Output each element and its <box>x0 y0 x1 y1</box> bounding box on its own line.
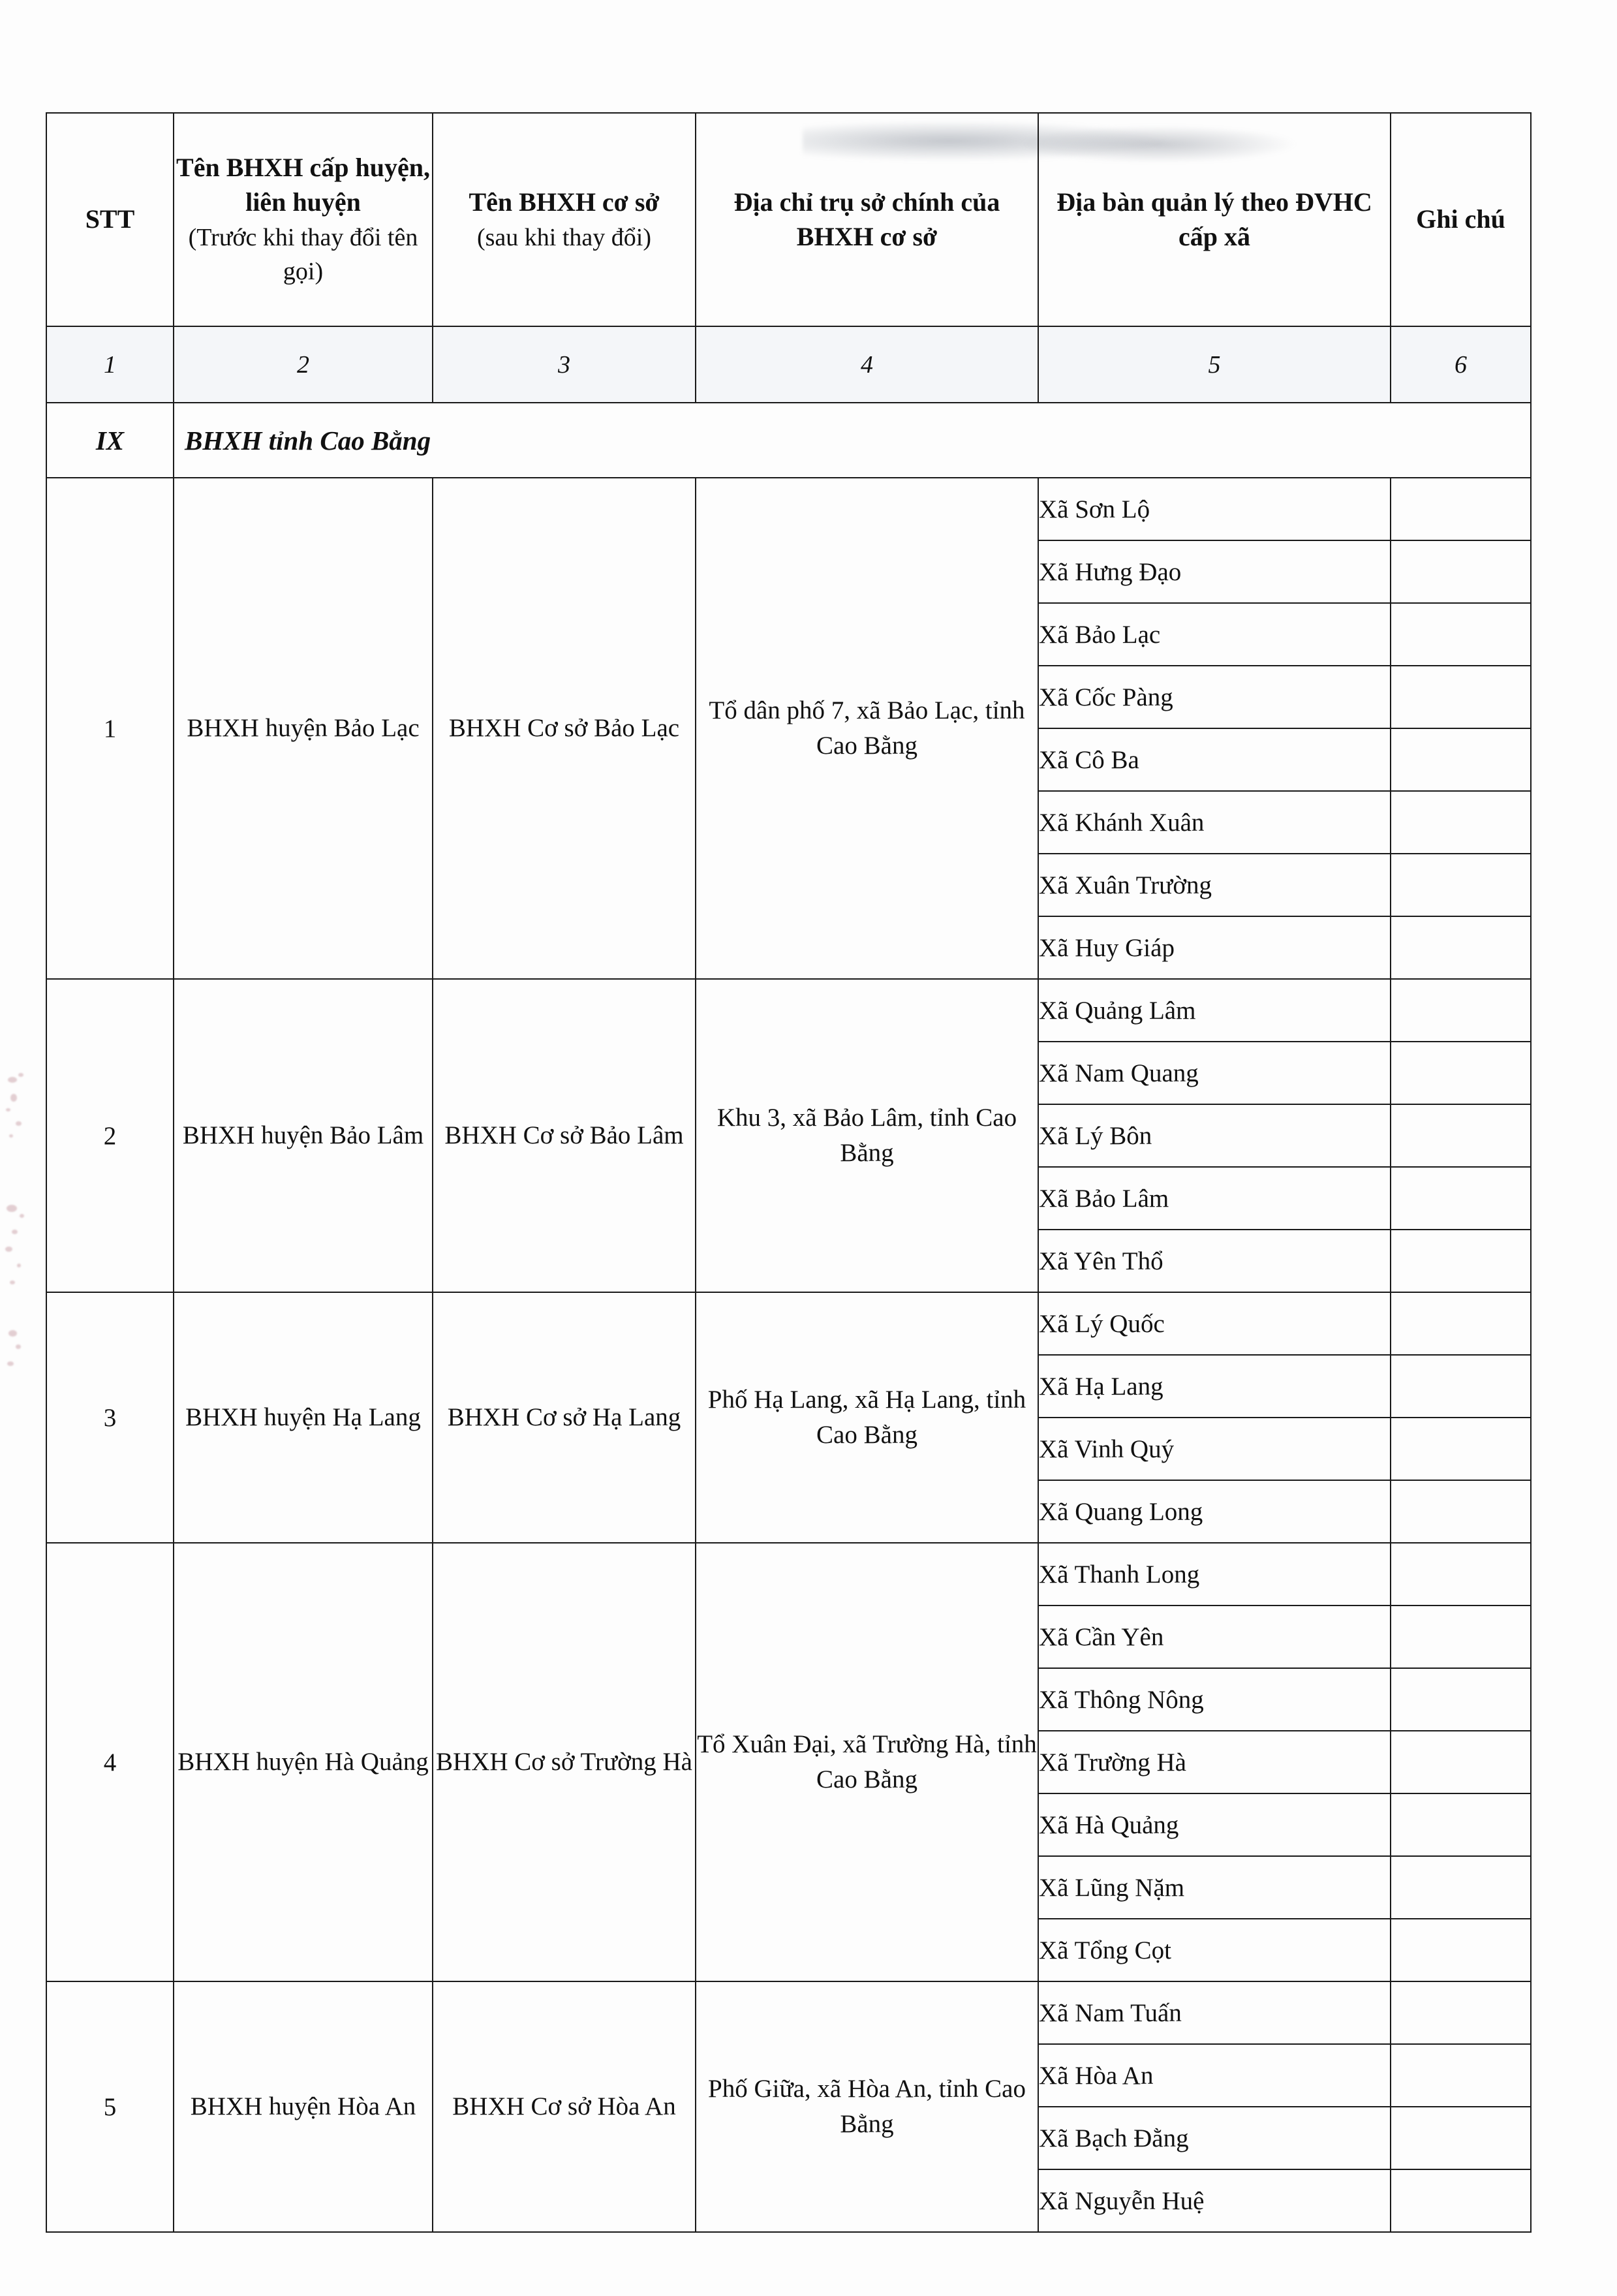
commune-cell: Xã Bảo Lạc <box>1038 603 1391 666</box>
section-title: BHXH tỉnh Cao Bằng <box>174 403 1531 478</box>
commune-cell: Xã Hà Quảng <box>1038 1793 1391 1856</box>
table-row <box>46 1981 1531 2044</box>
note-cell <box>1391 1606 1531 1668</box>
note-cell <box>1391 1793 1531 1856</box>
commune-cell: Xã Cần Yên <box>1038 1606 1391 1668</box>
note-cell <box>1391 666 1531 728</box>
row-old-name-3: BHXH huyện Hạ Lang <box>174 1292 433 1543</box>
commune-cell: Xã Sơn Lộ <box>1038 478 1391 540</box>
commune-cell: Xã Cốc Pàng <box>1038 666 1391 728</box>
note-cell <box>1391 2169 1531 2232</box>
section-row <box>46 403 1531 478</box>
note-cell <box>1391 1731 1531 1793</box>
column-number-row <box>46 326 1531 403</box>
commune-cell: Xã Lũng Nặm <box>1038 1856 1391 1919</box>
row-new-name-3: BHXH Cơ sở Hạ Lang <box>433 1292 696 1543</box>
note-cell <box>1391 1981 1531 2044</box>
column-number-3: 3 <box>433 326 696 403</box>
note-cell <box>1391 1919 1531 1981</box>
note-cell <box>1391 1292 1531 1355</box>
commune-cell: Xã Khánh Xuân <box>1038 791 1391 854</box>
column-header-area-label: Địa bàn quản lý theo ĐVHC cấp xã <box>1056 187 1372 251</box>
commune-cell: Xã Quảng Lâm <box>1038 979 1391 1042</box>
row-stt-5: 5 <box>46 1981 174 2232</box>
note-cell <box>1391 1543 1531 1606</box>
row-address-1: Tổ dân phố 7, xã Bảo Lạc, tỉnh Cao Bằng <box>696 478 1038 979</box>
table-row <box>46 1543 1531 1606</box>
commune-cell: Xã Tổng Cọt <box>1038 1919 1391 1981</box>
commune-cell: Xã Nguyễn Huệ <box>1038 2169 1391 2232</box>
column-header-new-name-sublabel: (sau khi thay đổi) <box>476 223 651 251</box>
column-header-new-name <box>433 113 696 326</box>
note-cell <box>1391 1856 1531 1919</box>
note-cell <box>1391 603 1531 666</box>
column-header-address-label: Địa chỉ trụ sở chính của BHXH cơ sở <box>733 187 1000 251</box>
column-header-new-name-label: Tên BHXH cơ sở <box>469 187 660 217</box>
column-header-stt-label: STT <box>85 204 135 234</box>
row-new-name-5: BHXH Cơ sở Hòa An <box>433 1981 696 2232</box>
row-address-5: Phố Giữa, xã Hòa An, tỉnh Cao Bằng <box>696 1981 1038 2232</box>
commune-cell: Xã Bạch Đằng <box>1038 2107 1391 2169</box>
margin-artifact-tertiary-icon <box>4 1325 34 1384</box>
note-cell <box>1391 791 1531 854</box>
row-new-name-2: BHXH Cơ sở Bảo Lâm <box>433 979 696 1292</box>
row-old-name-5: BHXH huyện Hòa An <box>174 1981 433 2232</box>
table-row <box>46 478 1531 540</box>
bhxh-reorganization-table <box>46 112 1532 2233</box>
note-cell <box>1391 979 1531 1042</box>
column-header-old-name-sublabel: (Trước khi thay đổi tên gọi) <box>188 223 418 286</box>
commune-cell: Xã Lý Bôn <box>1038 1104 1391 1167</box>
column-number-6: 6 <box>1391 326 1531 403</box>
column-header-note-label: Ghi chú <box>1416 204 1505 234</box>
margin-artifact-icon <box>4 1070 34 1149</box>
column-header-stt <box>46 113 174 326</box>
note-cell <box>1391 1480 1531 1543</box>
note-cell <box>1391 1418 1531 1480</box>
row-new-name-4: BHXH Cơ sở Trường Hà <box>433 1543 696 1981</box>
note-cell <box>1391 478 1531 540</box>
row-stt-2: 2 <box>46 979 174 1292</box>
note-cell <box>1391 540 1531 603</box>
note-cell <box>1391 2044 1531 2107</box>
row-stt-1: 1 <box>46 478 174 979</box>
note-cell <box>1391 1355 1531 1418</box>
column-number-1: 1 <box>46 326 174 403</box>
commune-cell: Xã Trường Hà <box>1038 1731 1391 1793</box>
row-old-name-4: BHXH huyện Hà Quảng <box>174 1543 433 1981</box>
commune-cell: Xã Cô Ba <box>1038 728 1391 791</box>
row-stt-4: 4 <box>46 1543 174 1981</box>
commune-cell: Xã Nam Tuấn <box>1038 1981 1391 2044</box>
commune-cell: Xã Quang Long <box>1038 1480 1391 1543</box>
row-new-name-1: BHXH Cơ sở Bảo Lạc <box>433 478 696 979</box>
commune-cell: Xã Xuân Trường <box>1038 854 1391 916</box>
commune-cell: Xã Hưng Đạo <box>1038 540 1391 603</box>
margin-artifact-secondary-icon <box>4 1201 34 1299</box>
column-number-2: 2 <box>174 326 433 403</box>
note-cell <box>1391 1668 1531 1731</box>
column-number-5: 5 <box>1038 326 1391 403</box>
commune-cell: Xã Hạ Lang <box>1038 1355 1391 1418</box>
commune-cell: Xã Huy Giáp <box>1038 916 1391 979</box>
commune-cell: Xã Thanh Long <box>1038 1543 1391 1606</box>
note-cell <box>1391 2107 1531 2169</box>
commune-cell: Xã Vinh Quý <box>1038 1418 1391 1480</box>
column-header-note <box>1391 113 1531 326</box>
row-old-name-2: BHXH huyện Bảo Lâm <box>174 979 433 1292</box>
note-cell <box>1391 728 1531 791</box>
note-cell <box>1391 1230 1531 1292</box>
column-header-old-name <box>174 113 433 326</box>
commune-cell: Xã Nam Quang <box>1038 1042 1391 1104</box>
note-cell <box>1391 1042 1531 1104</box>
row-address-4: Tổ Xuân Đại, xã Trường Hà, tỉnh Cao Bằng <box>696 1543 1038 1981</box>
table-body <box>46 403 1531 2232</box>
table-row <box>46 979 1531 1042</box>
commune-cell: Xã Lý Quốc <box>1038 1292 1391 1355</box>
commune-cell: Xã Bảo Lâm <box>1038 1167 1391 1230</box>
row-old-name-1: BHXH huyện Bảo Lạc <box>174 478 433 979</box>
commune-cell: Xã Hòa An <box>1038 2044 1391 2107</box>
commune-cell: Xã Yên Thổ <box>1038 1230 1391 1292</box>
commune-cell: Xã Thông Nông <box>1038 1668 1391 1731</box>
note-cell <box>1391 854 1531 916</box>
note-cell <box>1391 1167 1531 1230</box>
row-stt-3: 3 <box>46 1292 174 1543</box>
section-number: IX <box>46 403 174 478</box>
column-header-area <box>1038 113 1391 326</box>
note-cell <box>1391 916 1531 979</box>
table-header-row <box>46 113 1531 326</box>
table-row <box>46 1292 1531 1355</box>
note-cell <box>1391 1104 1531 1167</box>
row-address-3: Phố Hạ Lang, xã Hạ Lang, tỉnh Cao Bằng <box>696 1292 1038 1543</box>
row-address-2: Khu 3, xã Bảo Lâm, tỉnh Cao Bằng <box>696 979 1038 1292</box>
column-number-4: 4 <box>696 326 1038 403</box>
column-header-address <box>696 113 1038 326</box>
column-header-old-name-label: Tên BHXH cấp huyện, liên huyện <box>176 152 430 217</box>
